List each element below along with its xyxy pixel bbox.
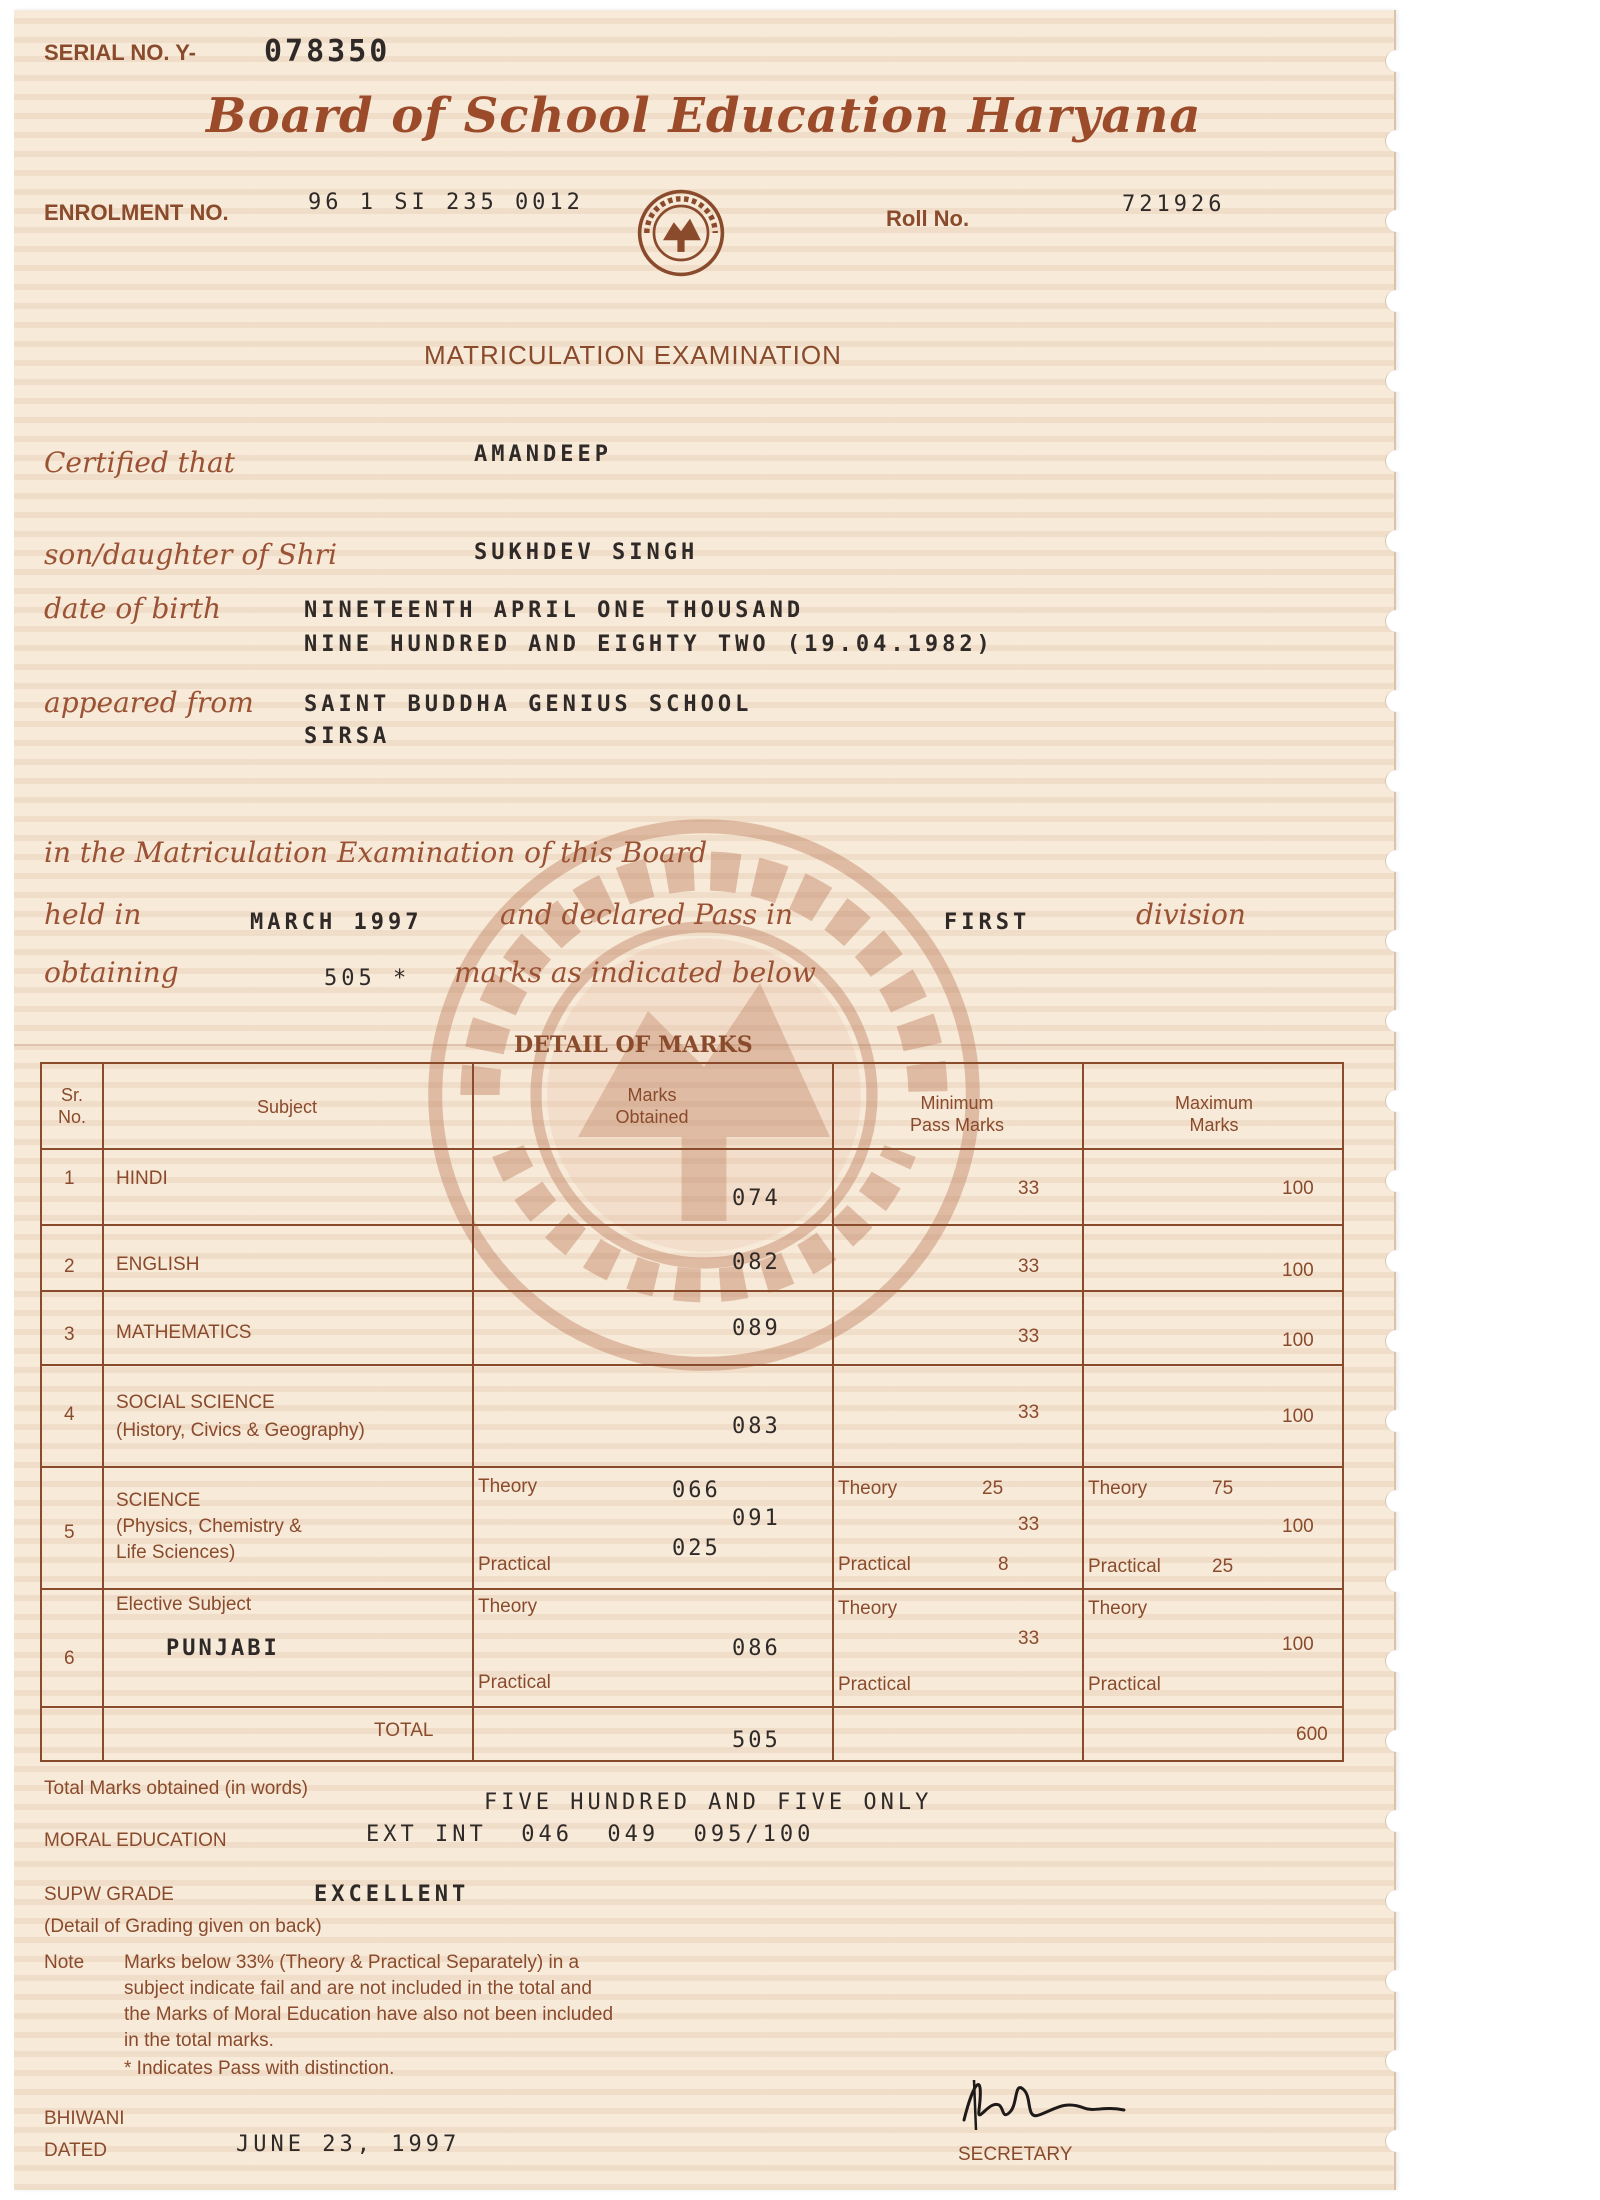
supw-value: EXCELLENT bbox=[314, 1882, 470, 1907]
total-label: TOTAL bbox=[374, 1720, 434, 1741]
header-maximum bbox=[1082, 1092, 1346, 1136]
table-divider bbox=[42, 1466, 1342, 1468]
table-divider bbox=[42, 1148, 1342, 1150]
min-theory: 25 bbox=[982, 1478, 1004, 1499]
table-divider bbox=[42, 1224, 1342, 1226]
note-line-2: subject indicate fail and are not included in the total and bbox=[124, 1978, 592, 1999]
perforation bbox=[1385, 1970, 1408, 1992]
table-divider bbox=[472, 1064, 474, 1760]
header-obtained-line: Marks bbox=[627, 1085, 677, 1105]
board-title: Board of School Education Haryana bbox=[206, 88, 1202, 144]
table-divider bbox=[102, 1064, 104, 1760]
total-obtained: 505 bbox=[732, 1728, 781, 1753]
elective-subject: PUNJABI bbox=[166, 1636, 280, 1661]
row-subject: ENGLISH bbox=[116, 1254, 200, 1275]
practical-obtained: 025 bbox=[672, 1536, 721, 1561]
roll-number: 721926 bbox=[1122, 192, 1226, 217]
serial-number: 078350 bbox=[264, 34, 391, 69]
perforation bbox=[1385, 1170, 1408, 1192]
row-subject-sub: (Physics, Chemistry & bbox=[116, 1516, 302, 1537]
header-max-line: Maximum bbox=[1174, 1093, 1253, 1113]
candidate-name: AMANDEEP bbox=[474, 442, 612, 467]
perforation bbox=[1385, 690, 1408, 712]
perforation bbox=[1385, 930, 1408, 952]
header-sr bbox=[42, 1084, 102, 1128]
table-divider bbox=[42, 1588, 1342, 1590]
row-sr: 6 bbox=[64, 1648, 75, 1669]
dated-label: DATED bbox=[44, 2140, 107, 2161]
perforation bbox=[1385, 210, 1408, 232]
perforation bbox=[1385, 1010, 1408, 1032]
perforation bbox=[1385, 450, 1408, 472]
max-theory: 75 bbox=[1212, 1478, 1234, 1499]
row-subject: MATHEMATICS bbox=[116, 1322, 252, 1343]
table-divider bbox=[1082, 1064, 1084, 1760]
note-line-3: the Marks of Moral Education have also not been included bbox=[124, 2004, 614, 2025]
practical-label: Practical bbox=[478, 1554, 551, 1575]
perforation bbox=[1385, 1330, 1408, 1352]
total-max: 600 bbox=[1296, 1724, 1328, 1745]
secretary-label: SECRETARY bbox=[958, 2144, 1073, 2165]
header-max-line: Marks bbox=[1189, 1115, 1239, 1135]
row-obtained: 083 bbox=[732, 1414, 781, 1439]
marks-indicated-text: marks as indicated below bbox=[454, 956, 816, 989]
practical-label: Practical bbox=[1088, 1556, 1161, 1577]
practical-label: Practical bbox=[478, 1672, 551, 1693]
marks-table-title: DETAIL OF MARKS bbox=[514, 1032, 753, 1058]
header-subject: Subject bbox=[256, 1097, 318, 1117]
dated-value: JUNE 23, 1997 bbox=[236, 2132, 461, 2157]
school-line-2: SIRSA bbox=[304, 724, 391, 749]
row-obtained: 074 bbox=[732, 1186, 781, 1211]
row-subject: SOCIAL SCIENCE bbox=[116, 1392, 275, 1413]
row-obtained: 082 bbox=[732, 1250, 781, 1275]
row-obtained: 091 bbox=[732, 1506, 781, 1531]
row-sr: 4 bbox=[64, 1404, 75, 1425]
theory-label: Theory bbox=[1088, 1478, 1148, 1499]
row-max: 100 bbox=[1282, 1260, 1314, 1281]
row-sr: 3 bbox=[64, 1324, 75, 1345]
perforation bbox=[1385, 530, 1408, 552]
row-min: 33 bbox=[1018, 1326, 1040, 1347]
perforation bbox=[1385, 1730, 1408, 1752]
perforation bbox=[1385, 1810, 1408, 1832]
row-subject-sub: Life Sciences) bbox=[116, 1542, 236, 1563]
row-subject: SCIENCE bbox=[116, 1490, 201, 1511]
row-sr: 5 bbox=[64, 1522, 75, 1543]
practical-label: Practical bbox=[838, 1554, 911, 1575]
note-line-1: Marks below 33% (Theory & Practical Separately) in a bbox=[124, 1952, 580, 1973]
appeared-label: appeared from bbox=[44, 686, 254, 719]
practical-label: Practical bbox=[838, 1674, 911, 1695]
perforation bbox=[1385, 1410, 1408, 1432]
parent-name: SUKHDEV SINGH bbox=[474, 540, 699, 565]
perforation bbox=[1385, 1490, 1408, 1512]
dob-label: date of birth bbox=[44, 592, 222, 625]
exam-title: MATRICULATION EXAMINATION bbox=[424, 340, 842, 370]
parent-label: son/daughter of Shri bbox=[44, 538, 338, 571]
header-min-line: Minimum bbox=[920, 1093, 994, 1113]
board-emblem-icon bbox=[636, 188, 726, 278]
table-divider bbox=[42, 1364, 1342, 1366]
row-max: 100 bbox=[1282, 1406, 1314, 1427]
header-sr-line: Sr. bbox=[60, 1085, 83, 1105]
header-marks-obtained bbox=[472, 1084, 832, 1128]
perforation bbox=[1385, 610, 1408, 632]
perforation bbox=[1385, 850, 1408, 872]
header-min-line: Pass Marks bbox=[909, 1115, 1005, 1135]
row-obtained: 086 bbox=[732, 1636, 781, 1661]
perforation bbox=[1385, 1090, 1408, 1112]
perforation bbox=[1385, 50, 1408, 72]
row-obtained: 089 bbox=[732, 1316, 781, 1341]
theory-label: Theory bbox=[478, 1476, 538, 1497]
held-value: MARCH 1997 bbox=[250, 910, 423, 935]
marks-table bbox=[40, 1062, 1344, 1762]
school-line-1: SAINT BUDDHA GENIUS SCHOOL bbox=[304, 692, 753, 717]
max-practical: 25 bbox=[1212, 1556, 1234, 1577]
row-sr: 2 bbox=[64, 1256, 75, 1277]
theory-label: Theory bbox=[1088, 1598, 1148, 1619]
words-label: Total Marks obtained (in words) bbox=[44, 1778, 308, 1799]
perforation bbox=[1385, 2050, 1408, 2072]
certified-label: Certified that bbox=[44, 446, 235, 479]
table-divider bbox=[832, 1064, 834, 1760]
row-min: 33 bbox=[1018, 1514, 1040, 1535]
row-max: 100 bbox=[1282, 1634, 1314, 1655]
exam-line: in the Matriculation Examination of this Board bbox=[44, 836, 708, 869]
practical-label: Practical bbox=[1088, 1674, 1161, 1695]
certificate-sheet bbox=[14, 10, 1396, 2190]
enrolment-label: ENROLMENT NO. bbox=[44, 200, 229, 225]
secretary-signature-icon bbox=[944, 2060, 1144, 2140]
note-line-5: * Indicates Pass with distinction. bbox=[124, 2058, 395, 2079]
moral-value: EXT INT 046 049 095/100 bbox=[366, 1822, 815, 1847]
row-min: 33 bbox=[1018, 1256, 1040, 1277]
note-label: Note bbox=[44, 1952, 85, 1973]
division-value: FIRST bbox=[944, 910, 1031, 935]
total-marks-value: 505 * bbox=[324, 966, 411, 991]
perforation bbox=[1385, 1250, 1408, 1272]
enrolment-number: 96 1 SI 235 0012 bbox=[308, 190, 584, 215]
perforation bbox=[1385, 130, 1408, 152]
row-subject: HINDI bbox=[116, 1168, 168, 1189]
held-label: held in bbox=[44, 898, 142, 931]
table-divider bbox=[42, 1706, 1342, 1708]
supw-label: SUPW GRADE bbox=[44, 1884, 174, 1905]
grading-note: (Detail of Grading given on back) bbox=[44, 1916, 322, 1937]
header-obtained-line: Obtained bbox=[615, 1107, 689, 1127]
place-name: BHIWANI bbox=[44, 2108, 125, 2129]
division-label: division bbox=[1136, 898, 1246, 931]
serial-label: SERIAL NO. Y- bbox=[44, 40, 197, 65]
header-sr-line: No. bbox=[57, 1107, 86, 1127]
row-max: 100 bbox=[1282, 1516, 1314, 1537]
theory-obtained: 066 bbox=[672, 1478, 721, 1503]
row-subject: Elective Subject bbox=[116, 1594, 252, 1615]
theory-label: Theory bbox=[838, 1478, 898, 1499]
obtaining-label: obtaining bbox=[44, 956, 179, 989]
perforation bbox=[1385, 370, 1408, 392]
roll-label: Roll No. bbox=[886, 206, 970, 231]
dob-line-2: NINE HUNDRED AND EIGHTY TWO (19.04.1982) bbox=[304, 632, 994, 657]
row-sr: 1 bbox=[64, 1168, 75, 1189]
row-min: 33 bbox=[1018, 1178, 1040, 1199]
row-max: 100 bbox=[1282, 1330, 1314, 1351]
row-subject-sub: (History, Civics & Geography) bbox=[116, 1420, 365, 1441]
note-line-4: in the total marks. bbox=[124, 2030, 274, 2051]
row-max: 100 bbox=[1282, 1178, 1314, 1199]
perforation bbox=[1385, 1890, 1408, 1912]
min-practical: 8 bbox=[998, 1554, 1009, 1575]
perforation bbox=[1385, 1650, 1408, 1672]
row-min: 33 bbox=[1018, 1402, 1040, 1423]
table-divider bbox=[42, 1290, 1342, 1292]
perforation bbox=[1385, 1570, 1408, 1592]
header-minimum-pass bbox=[832, 1092, 1082, 1136]
perforation bbox=[1385, 290, 1408, 312]
theory-label: Theory bbox=[838, 1598, 898, 1619]
moral-label: MORAL EDUCATION bbox=[44, 1830, 227, 1851]
perforation bbox=[1385, 770, 1408, 792]
dob-line-1: NINETEENTH APRIL ONE THOUSAND bbox=[304, 598, 805, 623]
row-min: 33 bbox=[1018, 1628, 1040, 1649]
perforation bbox=[1385, 2130, 1408, 2152]
declared-text: and declared Pass in bbox=[500, 898, 794, 931]
theory-label: Theory bbox=[478, 1596, 538, 1617]
words-value: FIVE HUNDRED AND FIVE ONLY bbox=[484, 1790, 933, 1815]
